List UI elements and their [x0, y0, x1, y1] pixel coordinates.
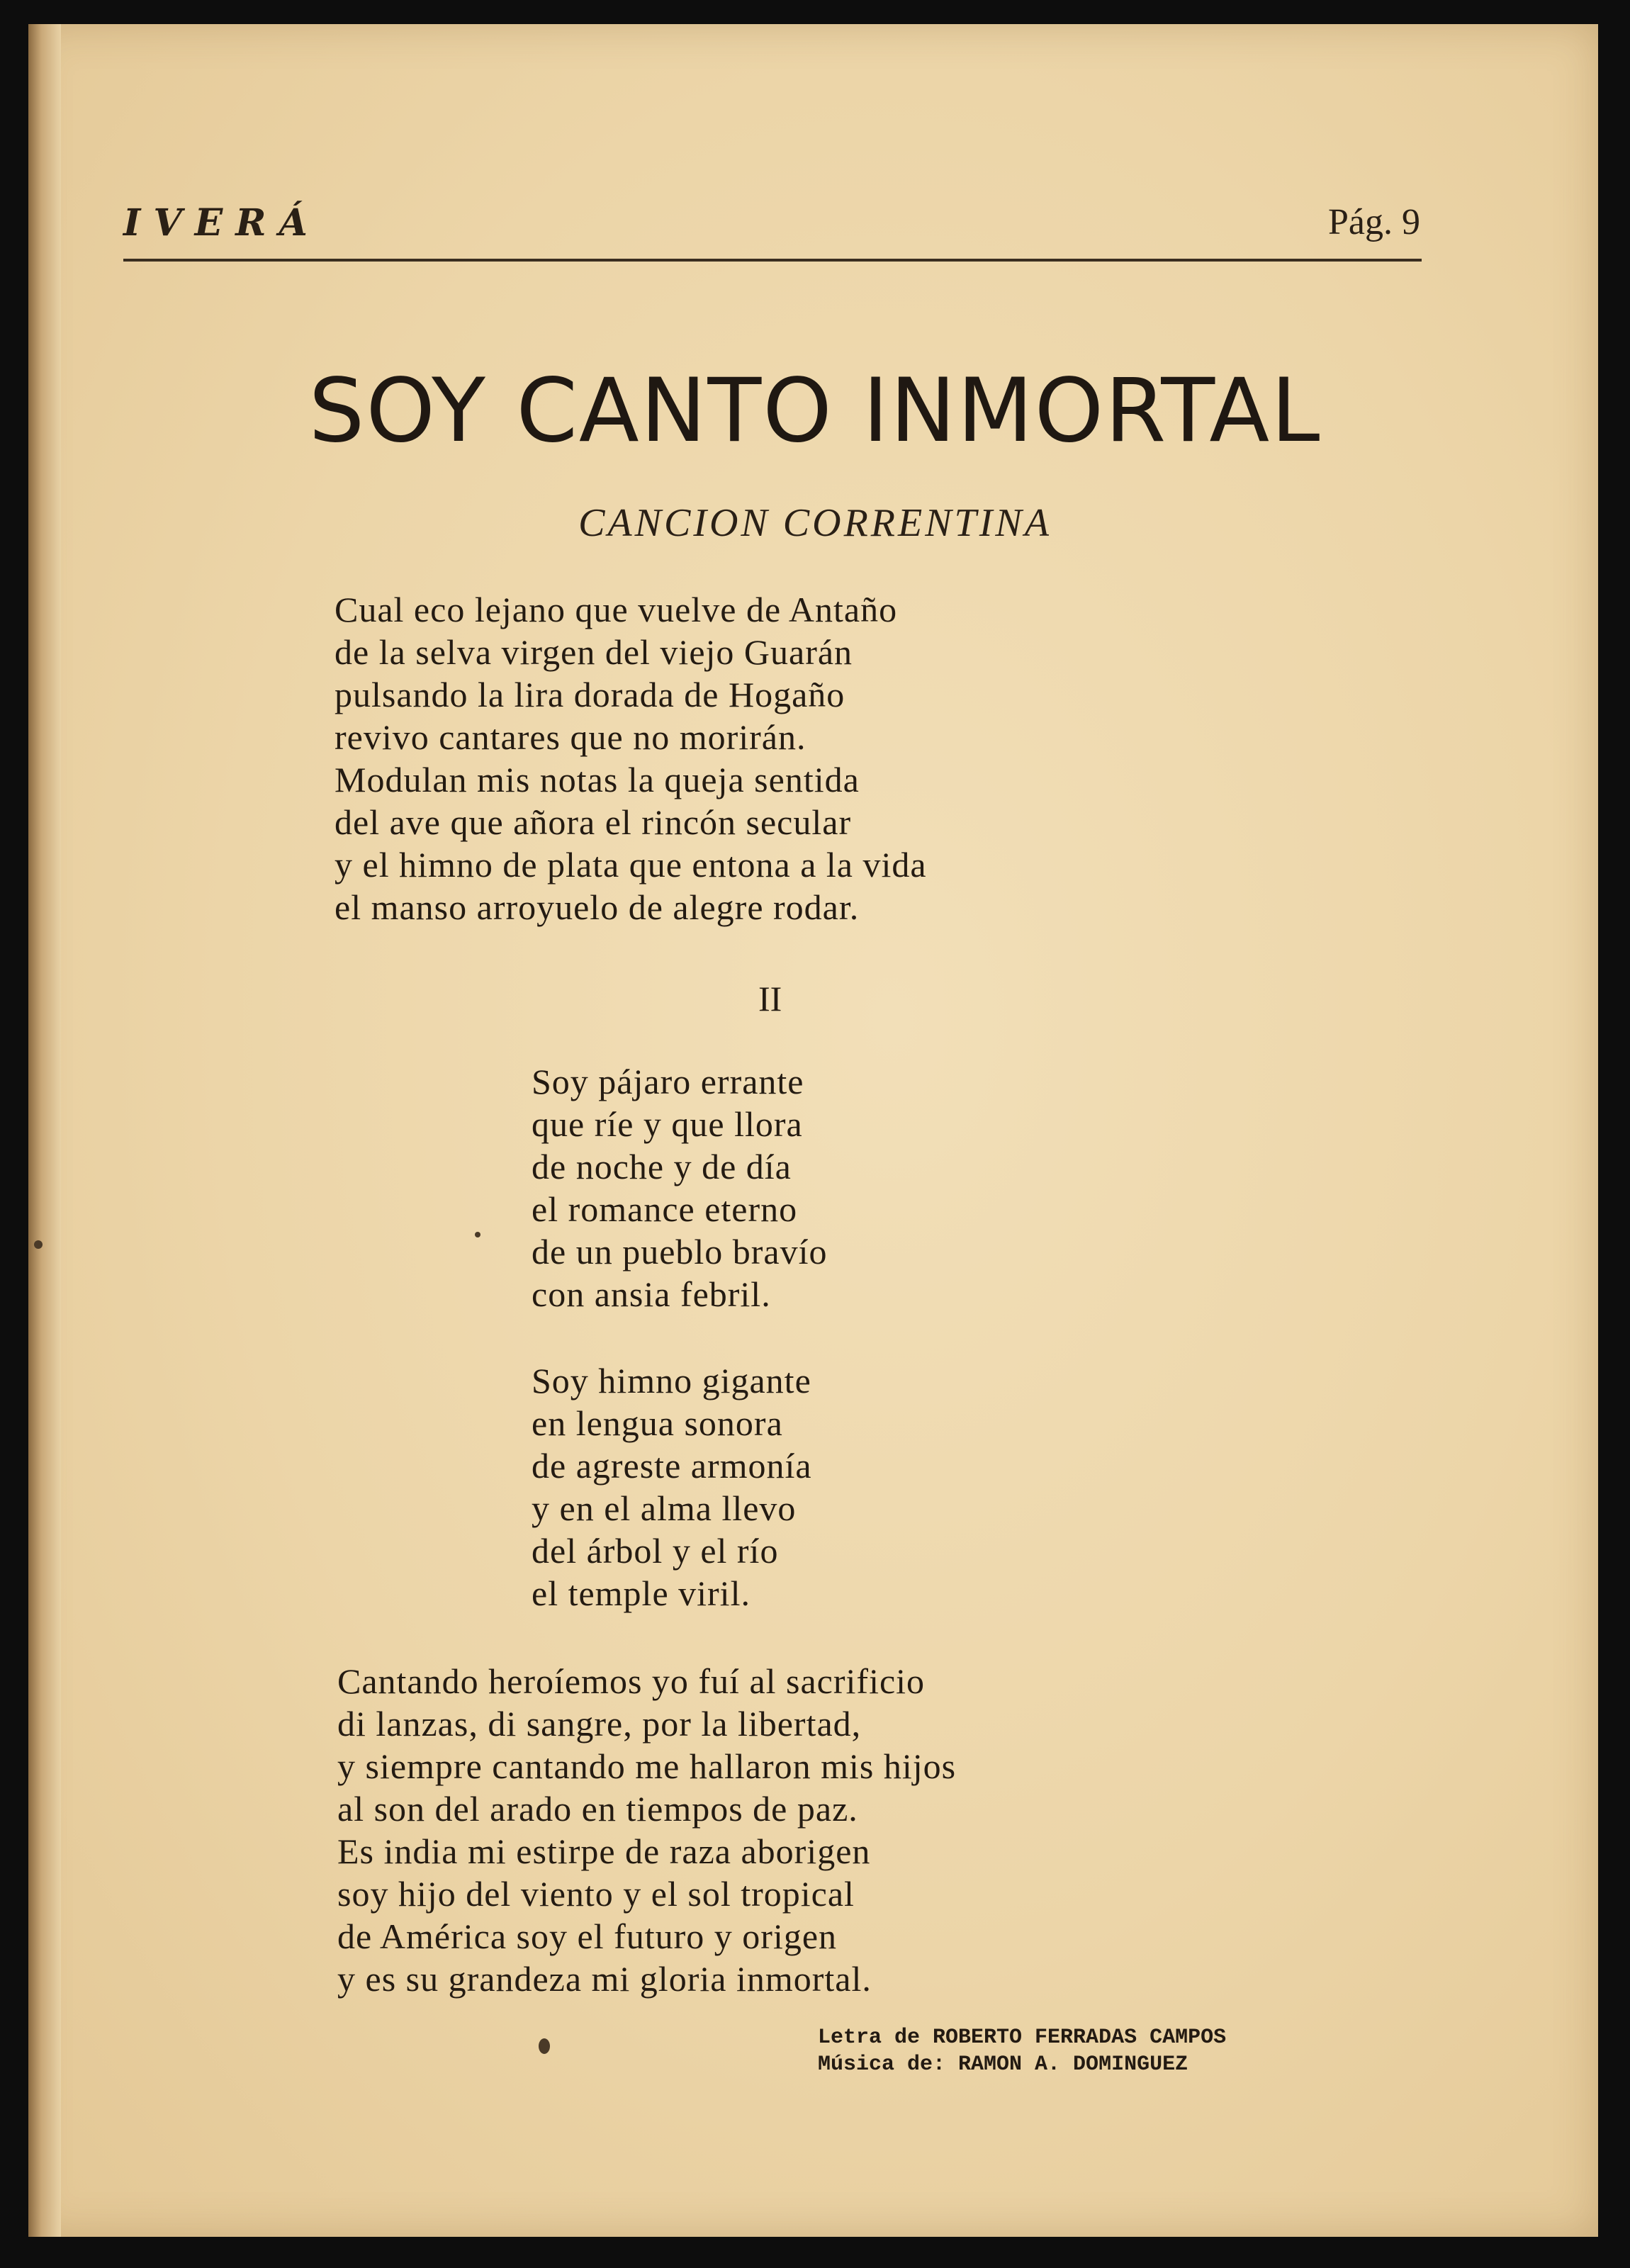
verse-line: de un pueblo bravío [532, 1232, 828, 1271]
verse-line: de noche y de día [532, 1147, 792, 1186]
song-title: SOY CANTO INMORTAL [308, 360, 1322, 462]
header-divider [123, 259, 1422, 262]
verse-line: Soy himno gigante [532, 1361, 811, 1400]
verse-line: del árbol y el río [532, 1531, 779, 1571]
verse-line: y en el alma llevo [532, 1488, 797, 1528]
music-credit: Música de: RAMON A. DOMINGUEZ [818, 2053, 1188, 2077]
verse-line: con ansia febril. [532, 1274, 771, 1314]
verse-line: Soy pájaro errante [532, 1062, 804, 1101]
ink-spot [475, 1232, 480, 1237]
verse-line: al son del arado en tiempos de paz. [337, 1789, 858, 1829]
verse-line: que ríe y que llora [532, 1104, 803, 1144]
stanza-2 [532, 1060, 828, 1315]
ink-spot [539, 2038, 550, 2054]
stanza-4 [337, 1660, 956, 2000]
verse-line: y el himno de plata que entona a la vida [335, 845, 927, 885]
verse-line: de América soy el futuro y origen [337, 1916, 838, 1956]
verse-line: de la selva virgen del viejo Guarán [335, 632, 853, 672]
verse-line: el manso arroyuelo de alegre rodar. [335, 887, 860, 927]
section-numeral: II [758, 979, 782, 1018]
verse-line: en lengua sonora [532, 1403, 783, 1443]
song-subtitle: CANCION CORRENTINA [578, 501, 1052, 545]
verse-line: el temple viril. [532, 1573, 751, 1613]
verse-line: pulsando la lira dorada de Hogaño [335, 675, 845, 714]
verse-line: Cantando heroíemos yo fuí al sacrificio [337, 1661, 926, 1701]
verse-line: Es india mi estirpe de raza aborigen [337, 1831, 871, 1871]
stanza-3 [532, 1359, 812, 1615]
ink-spot [34, 1240, 43, 1249]
journal-name: IVERÁ [123, 201, 320, 245]
page-number: Pág. 9 [1328, 202, 1420, 242]
verse-line: Cual eco lejano que vuelve de Antaño [335, 590, 898, 629]
verse-line: soy hijo del viento y el sol tropical [337, 1874, 855, 1914]
book-spine [28, 24, 61, 2237]
verse-line: y siempre cantando me hallaron mis hijos [337, 1746, 957, 1786]
lyrics-credit: Letra de ROBERTO FERRADAS CAMPOS [818, 2026, 1227, 2050]
verse-line: el romance eterno [532, 1189, 798, 1229]
verse-line: del ave que añora el rincón secular [335, 802, 852, 842]
verse-line: y es su grandeza mi gloria inmortal. [337, 1959, 872, 1999]
verse-line: di lanzas, di sangre, por la libertad, [337, 1704, 862, 1744]
verse-line: de agreste armonía [532, 1446, 812, 1486]
verse-line: Modulan mis notas la queja sentida [335, 760, 860, 799]
stanza-1 [335, 588, 927, 928]
verse-line: revivo cantares que no morirán. [335, 717, 806, 757]
